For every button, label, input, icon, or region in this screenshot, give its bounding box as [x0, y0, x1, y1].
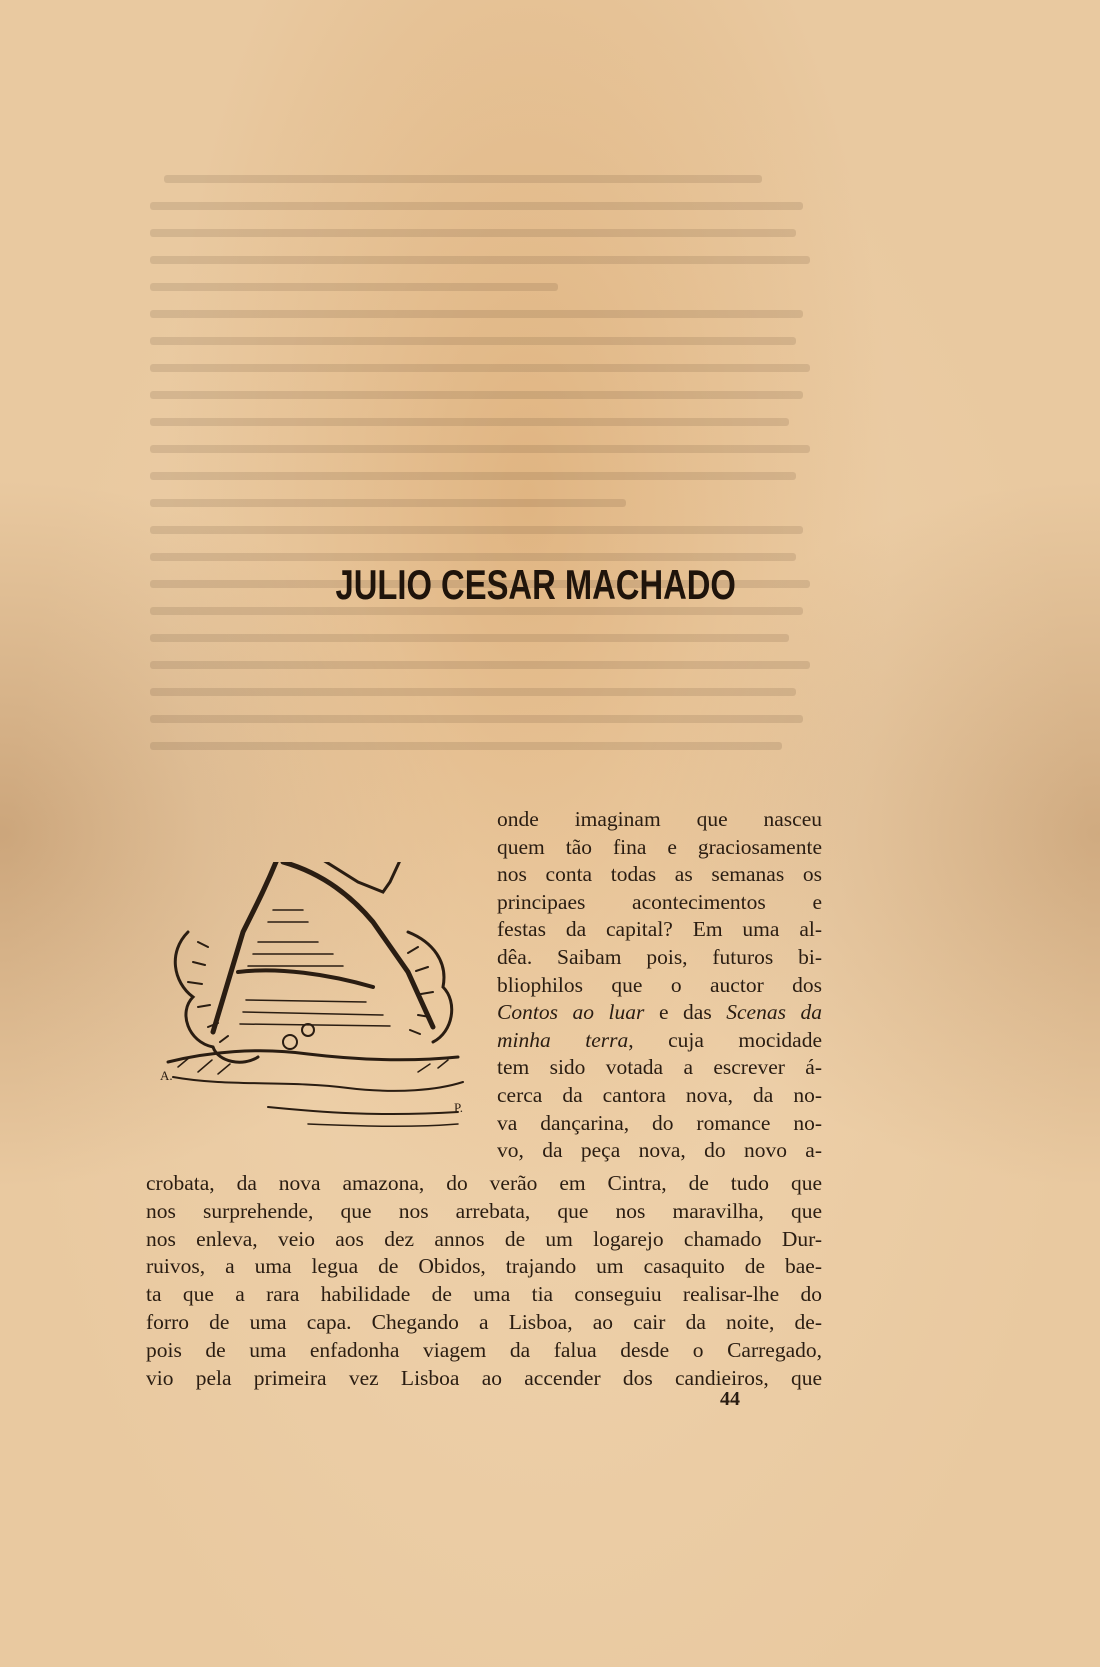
text-line: ruivos, a uma legua de Obidos, trajando um casaquito de bae-	[146, 1254, 822, 1279]
engraver-signature-right: P.	[454, 1100, 464, 1115]
text-line: vo, da peça nova, do novo a-	[497, 1138, 822, 1163]
woodcut-vignette-image	[158, 862, 493, 1152]
text-line: vio pela primeira vez Lisboa ao accender dos candieiros, que	[146, 1365, 822, 1390]
text-line: festas da capital? Em uma al-	[497, 917, 822, 942]
text-line: crobata, da nova amazona, do verão em Cintra, de tudo que	[146, 1171, 822, 1195]
book-title: minha terra	[497, 1027, 629, 1052]
full-width-paragraph	[146, 1170, 822, 1392]
show-through-text	[150, 175, 830, 835]
text-fragment: , cuja mocidade	[628, 1027, 822, 1052]
engraver-signature-left: A.	[160, 1068, 173, 1083]
text-line: forro de uma capa. Chegando a Lisboa, ao cair da noite, de-	[146, 1309, 822, 1334]
article-title: JULIO CESAR MACHADO	[335, 561, 736, 608]
text-line: dêa. Saibam pois, futuros bi-	[497, 944, 822, 969]
page-number: 44	[720, 1388, 740, 1410]
text-line	[497, 1027, 822, 1055]
book-title: Scenas da	[726, 1000, 823, 1025]
text-line: nos enleva, veio aos dez annos de um logarejo chamado Dur-	[146, 1226, 822, 1251]
text-line: tem sido votada a escrever á-	[497, 1055, 822, 1080]
text-line: cerca da cantora nova, da no-	[497, 1082, 822, 1107]
text-line: principaes acontecimentos e	[497, 889, 822, 914]
text-line: nos surprehende, que nos arrebata, que nos maravilha, que	[146, 1198, 822, 1223]
text-fragment: e das	[644, 1000, 727, 1025]
text-line: onde imaginam que nasceu	[497, 807, 822, 831]
text-line: ta que a rara habilidade de uma tia conseguiu realisar-lhe do	[146, 1282, 822, 1307]
book-title: Contos ao luar	[497, 1000, 645, 1025]
text-line: pois de uma enfadonha viagem da falua desde o Carregado,	[146, 1337, 822, 1362]
text-line	[497, 999, 822, 1027]
text-line: bliophilos que o auctor dos	[497, 972, 822, 997]
text-line: va dançarina, do romance no-	[497, 1110, 822, 1135]
text-line: nos conta todas as semanas os	[497, 862, 822, 887]
text-line: quem tão fina e graciosamente	[497, 834, 822, 859]
text-column	[497, 806, 822, 1165]
